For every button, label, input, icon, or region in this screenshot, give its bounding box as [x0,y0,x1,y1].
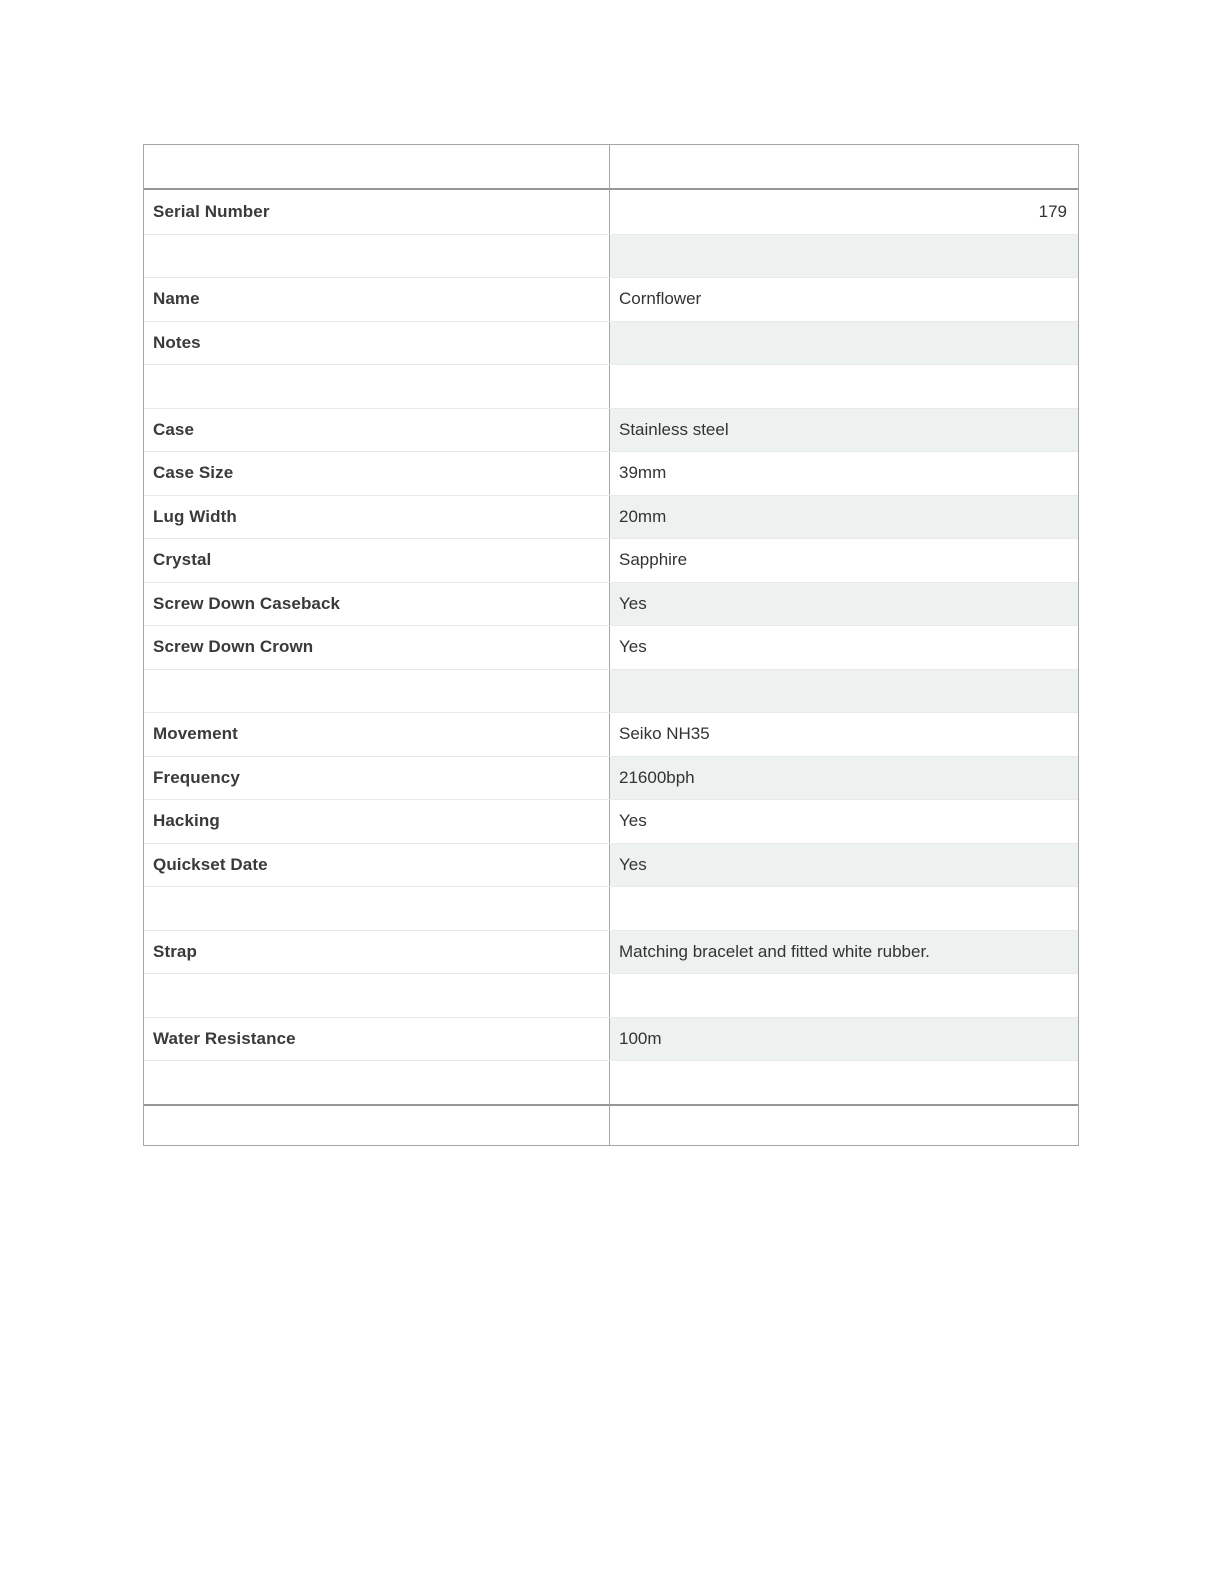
table-row-spacer [144,364,1078,408]
table-row-movement [144,712,1078,756]
row-label: Lug Width [153,506,237,526]
row-label: Name [153,289,200,309]
row-value: Yes [609,800,1078,843]
footer-value-cell [609,1106,1078,1145]
row-value: Yes [609,626,1078,669]
row-value: 21600bph [609,757,1078,800]
row-label [144,670,609,713]
watch-spec-table [143,144,1079,1146]
table-row-spacer [144,973,1078,1017]
row-label: Case [153,419,195,439]
row-value [609,322,1078,365]
row-label [144,1061,609,1104]
header-value-cell [609,145,1078,188]
row-label [144,365,609,408]
table-row-case [144,408,1078,452]
row-value: Cornflower [609,278,1078,321]
table-row-screw-down-crown [144,625,1078,669]
row-label: Crystal [153,550,212,570]
row-label: Screw Down Crown [153,637,314,657]
row-value: 20mm [609,496,1078,539]
table-row-hacking [144,799,1078,843]
table-row-lug-width [144,495,1078,539]
table-row-crystal [144,538,1078,582]
row-value: Matching bracelet and fitted white rubber. [609,931,1078,974]
row-label: Quickset Date [153,854,268,874]
row-value [609,670,1078,713]
table-row-name [144,277,1078,321]
row-value [609,1061,1078,1104]
row-label: Serial Number [153,201,270,221]
table-row-strap [144,930,1078,974]
row-value: 100m [609,1018,1078,1061]
row-value: Seiko NH35 [609,713,1078,756]
row-value: Yes [609,583,1078,626]
row-label: Movement [153,724,238,744]
table-row-water-resistance [144,1017,1078,1061]
table-footer-row [144,1104,1078,1145]
row-label: Notes [153,332,201,352]
row-label: Frequency [153,767,240,787]
row-value: 39mm [609,452,1078,495]
table-row-spacer [144,234,1078,278]
row-label [144,887,609,930]
footer-label-cell [144,1106,609,1145]
row-label: Case Size [153,463,234,483]
row-label: Hacking [153,811,220,831]
row-value [609,887,1078,930]
table-row-frequency [144,756,1078,800]
row-value: Stainless steel [609,409,1078,452]
table-row-serial-number [144,190,1078,234]
table-row-notes [144,321,1078,365]
row-label [144,974,609,1017]
table-row-case-size [144,451,1078,495]
row-label: Screw Down Caseback [153,593,341,613]
row-value [609,974,1078,1017]
row-label: Water Resistance [153,1028,296,1048]
table-row-spacer [144,669,1078,713]
row-label [144,235,609,278]
row-value [609,365,1078,408]
table-row-quickset-date [144,843,1078,887]
header-label-cell [144,145,609,188]
table-row-screw-down-caseback [144,582,1078,626]
table-header-row [144,145,1078,190]
row-value: Yes [609,844,1078,887]
row-value [609,235,1078,278]
table-row-spacer [144,1060,1078,1104]
row-label: Strap [153,941,197,961]
row-value: 179 [609,190,1078,234]
table-row-spacer [144,886,1078,930]
row-value: Sapphire [609,539,1078,582]
